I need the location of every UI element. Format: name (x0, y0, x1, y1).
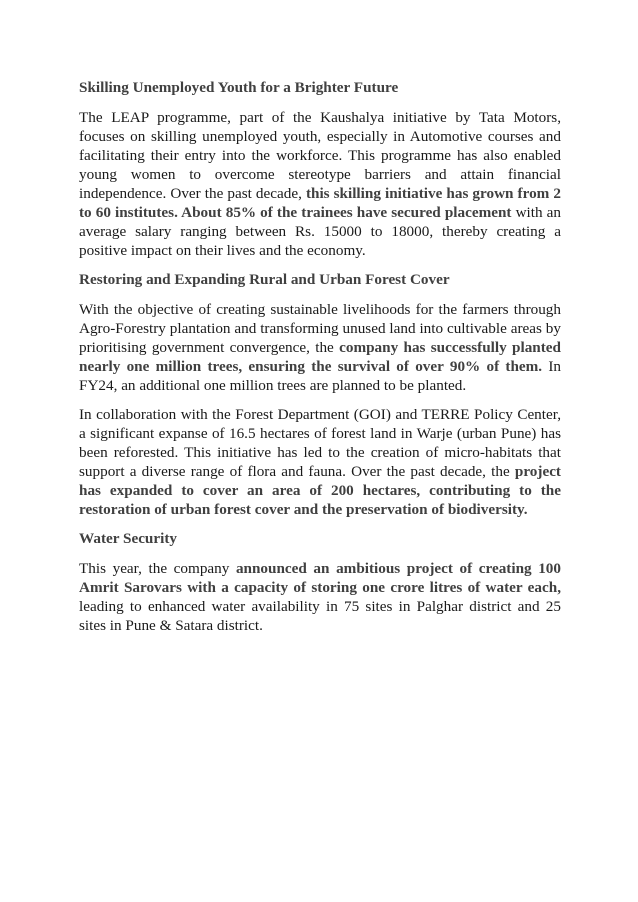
text-run: With the objective of creating sustainable livelihoods for the farmers through Agro-Forestry plantation and transforming unused land into cultivable areas by prioritising government convergence, the (79, 301, 561, 356)
document-page (79, 78, 561, 645)
bold-text-run: announced an ambitious project of creating 100 Amrit Sarovars with a capacity of storing one crore litres of water each, (79, 560, 561, 596)
text-run: The LEAP programme, part of the Kaushalya initiative by Tata Motors, focuses on skilling unemployed youth, especially in Automotive courses and facilitating their entry into the workforce. This programme has also enabled young women to overcome stereotype barriers and attain financial independence. Over the past decade, (79, 109, 561, 202)
bold-text-run: company has successfully planted nearly one million trees, ensuring the survival of over 90% of them. (79, 339, 561, 375)
text-run: leading to enhanced water availability in 75 sites in Palghar district and 25 sites in Pune & Satara district. (79, 598, 561, 634)
paragraph-amrit-sarovars (79, 559, 561, 635)
paragraph-forest-department (79, 405, 561, 519)
bold-text-run: project has expanded to cover an area of 200 hectares, contributing to the restoration of urban forest cover and the preservation of biodiversity. (79, 463, 561, 518)
text-run: with an average salary ranging between Rs. 15000 to 18000, thereby creating a positive impact on their lives and the economy. (79, 204, 561, 259)
paragraph-agro-forestry (79, 300, 561, 395)
paragraph-leap-programme (79, 108, 561, 260)
section-heading-forest-cover: Restoring and Expanding Rural and Urban Forest Cover (79, 271, 450, 288)
text-run: In collaboration with the Forest Department (GOI) and TERRE Policy Center, a significant expanse of 16.5 hectares of forest land in Warje (urban Pune) has been reforested. This initiative has led to the creation of micro-habitats that support a diverse range of flora and fauna. Over the past decade, the (79, 406, 561, 480)
text-run: This year, the company (79, 560, 236, 577)
section-heading-skilling: Skilling Unemployed Youth for a Brighter Future (79, 79, 399, 96)
text-run: In FY24, an additional one million trees are planned to be planted. (79, 358, 562, 394)
section-heading-water-security: Water Security (79, 530, 177, 547)
bold-text-run: this skilling initiative has grown from 2 to 60 institutes. About 85% of the trainees have secured placement (79, 185, 561, 221)
